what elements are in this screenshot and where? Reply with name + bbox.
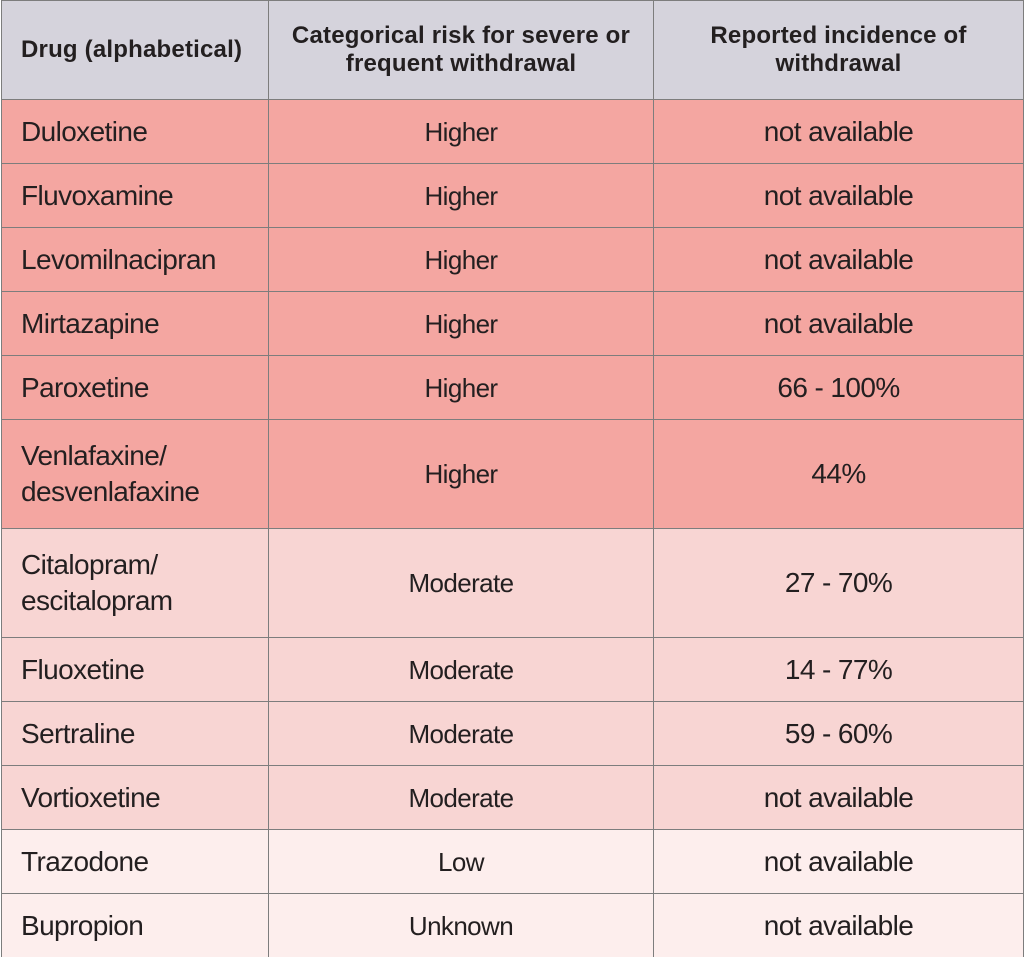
risk-cell: Higher	[269, 228, 654, 292]
incidence-cell: not available	[654, 894, 1024, 958]
header-risk: Categorical risk for severe or frequent withdrawal	[269, 1, 654, 100]
incidence-cell: not available	[654, 292, 1024, 356]
drug-cell: Paroxetine	[2, 356, 269, 420]
table-row	[2, 164, 1024, 228]
incidence-cell: not available	[654, 228, 1024, 292]
table-row	[2, 356, 1024, 420]
drug-cell: Levomilnacipran	[2, 228, 269, 292]
table-body	[2, 100, 1024, 958]
incidence-cell: not available	[654, 164, 1024, 228]
header-drug: Drug (alphabetical)	[2, 1, 269, 100]
risk-cell: Higher	[269, 420, 654, 529]
risk-cell: Moderate	[269, 702, 654, 766]
drug-cell: Bupropion	[2, 894, 269, 958]
risk-cell: Low	[269, 830, 654, 894]
risk-cell: Moderate	[269, 638, 654, 702]
incidence-cell: 59 - 60%	[654, 702, 1024, 766]
table-row	[2, 420, 1024, 529]
incidence-cell: 66 - 100%	[654, 356, 1024, 420]
drug-cell: Trazodone	[2, 830, 269, 894]
drug-cell: Sertraline	[2, 702, 269, 766]
incidence-cell: 44%	[654, 420, 1024, 529]
table-row	[2, 529, 1024, 638]
risk-cell: Higher	[269, 164, 654, 228]
drug-cell: Mirtazapine	[2, 292, 269, 356]
table-row	[2, 100, 1024, 164]
incidence-cell: 14 - 77%	[654, 638, 1024, 702]
incidence-cell: 27 - 70%	[654, 529, 1024, 638]
header-row	[2, 1, 1024, 100]
drug-cell: Fluvoxamine	[2, 164, 269, 228]
risk-cell: Higher	[269, 292, 654, 356]
incidence-cell: not available	[654, 830, 1024, 894]
table-row	[2, 638, 1024, 702]
table-row	[2, 766, 1024, 830]
risk-cell: Higher	[269, 356, 654, 420]
withdrawal-risk-table	[1, 0, 1024, 957]
risk-cell: Unknown	[269, 894, 654, 958]
risk-cell: Higher	[269, 100, 654, 164]
risk-cell: Moderate	[269, 529, 654, 638]
drug-cell: Vortioxetine	[2, 766, 269, 830]
table-row	[2, 292, 1024, 356]
drug-cell: Venlafaxine/ desvenlafaxine	[2, 420, 269, 529]
table-header	[2, 1, 1024, 100]
drug-cell: Duloxetine	[2, 100, 269, 164]
incidence-cell: not available	[654, 100, 1024, 164]
table-row	[2, 894, 1024, 958]
drug-cell: Citalopram/ escitalopram	[2, 529, 269, 638]
table-row	[2, 228, 1024, 292]
incidence-cell: not available	[654, 766, 1024, 830]
table-row	[2, 830, 1024, 894]
table-row	[2, 702, 1024, 766]
risk-cell: Moderate	[269, 766, 654, 830]
header-incidence: Reported incidence of withdrawal	[654, 1, 1024, 100]
drug-cell: Fluoxetine	[2, 638, 269, 702]
